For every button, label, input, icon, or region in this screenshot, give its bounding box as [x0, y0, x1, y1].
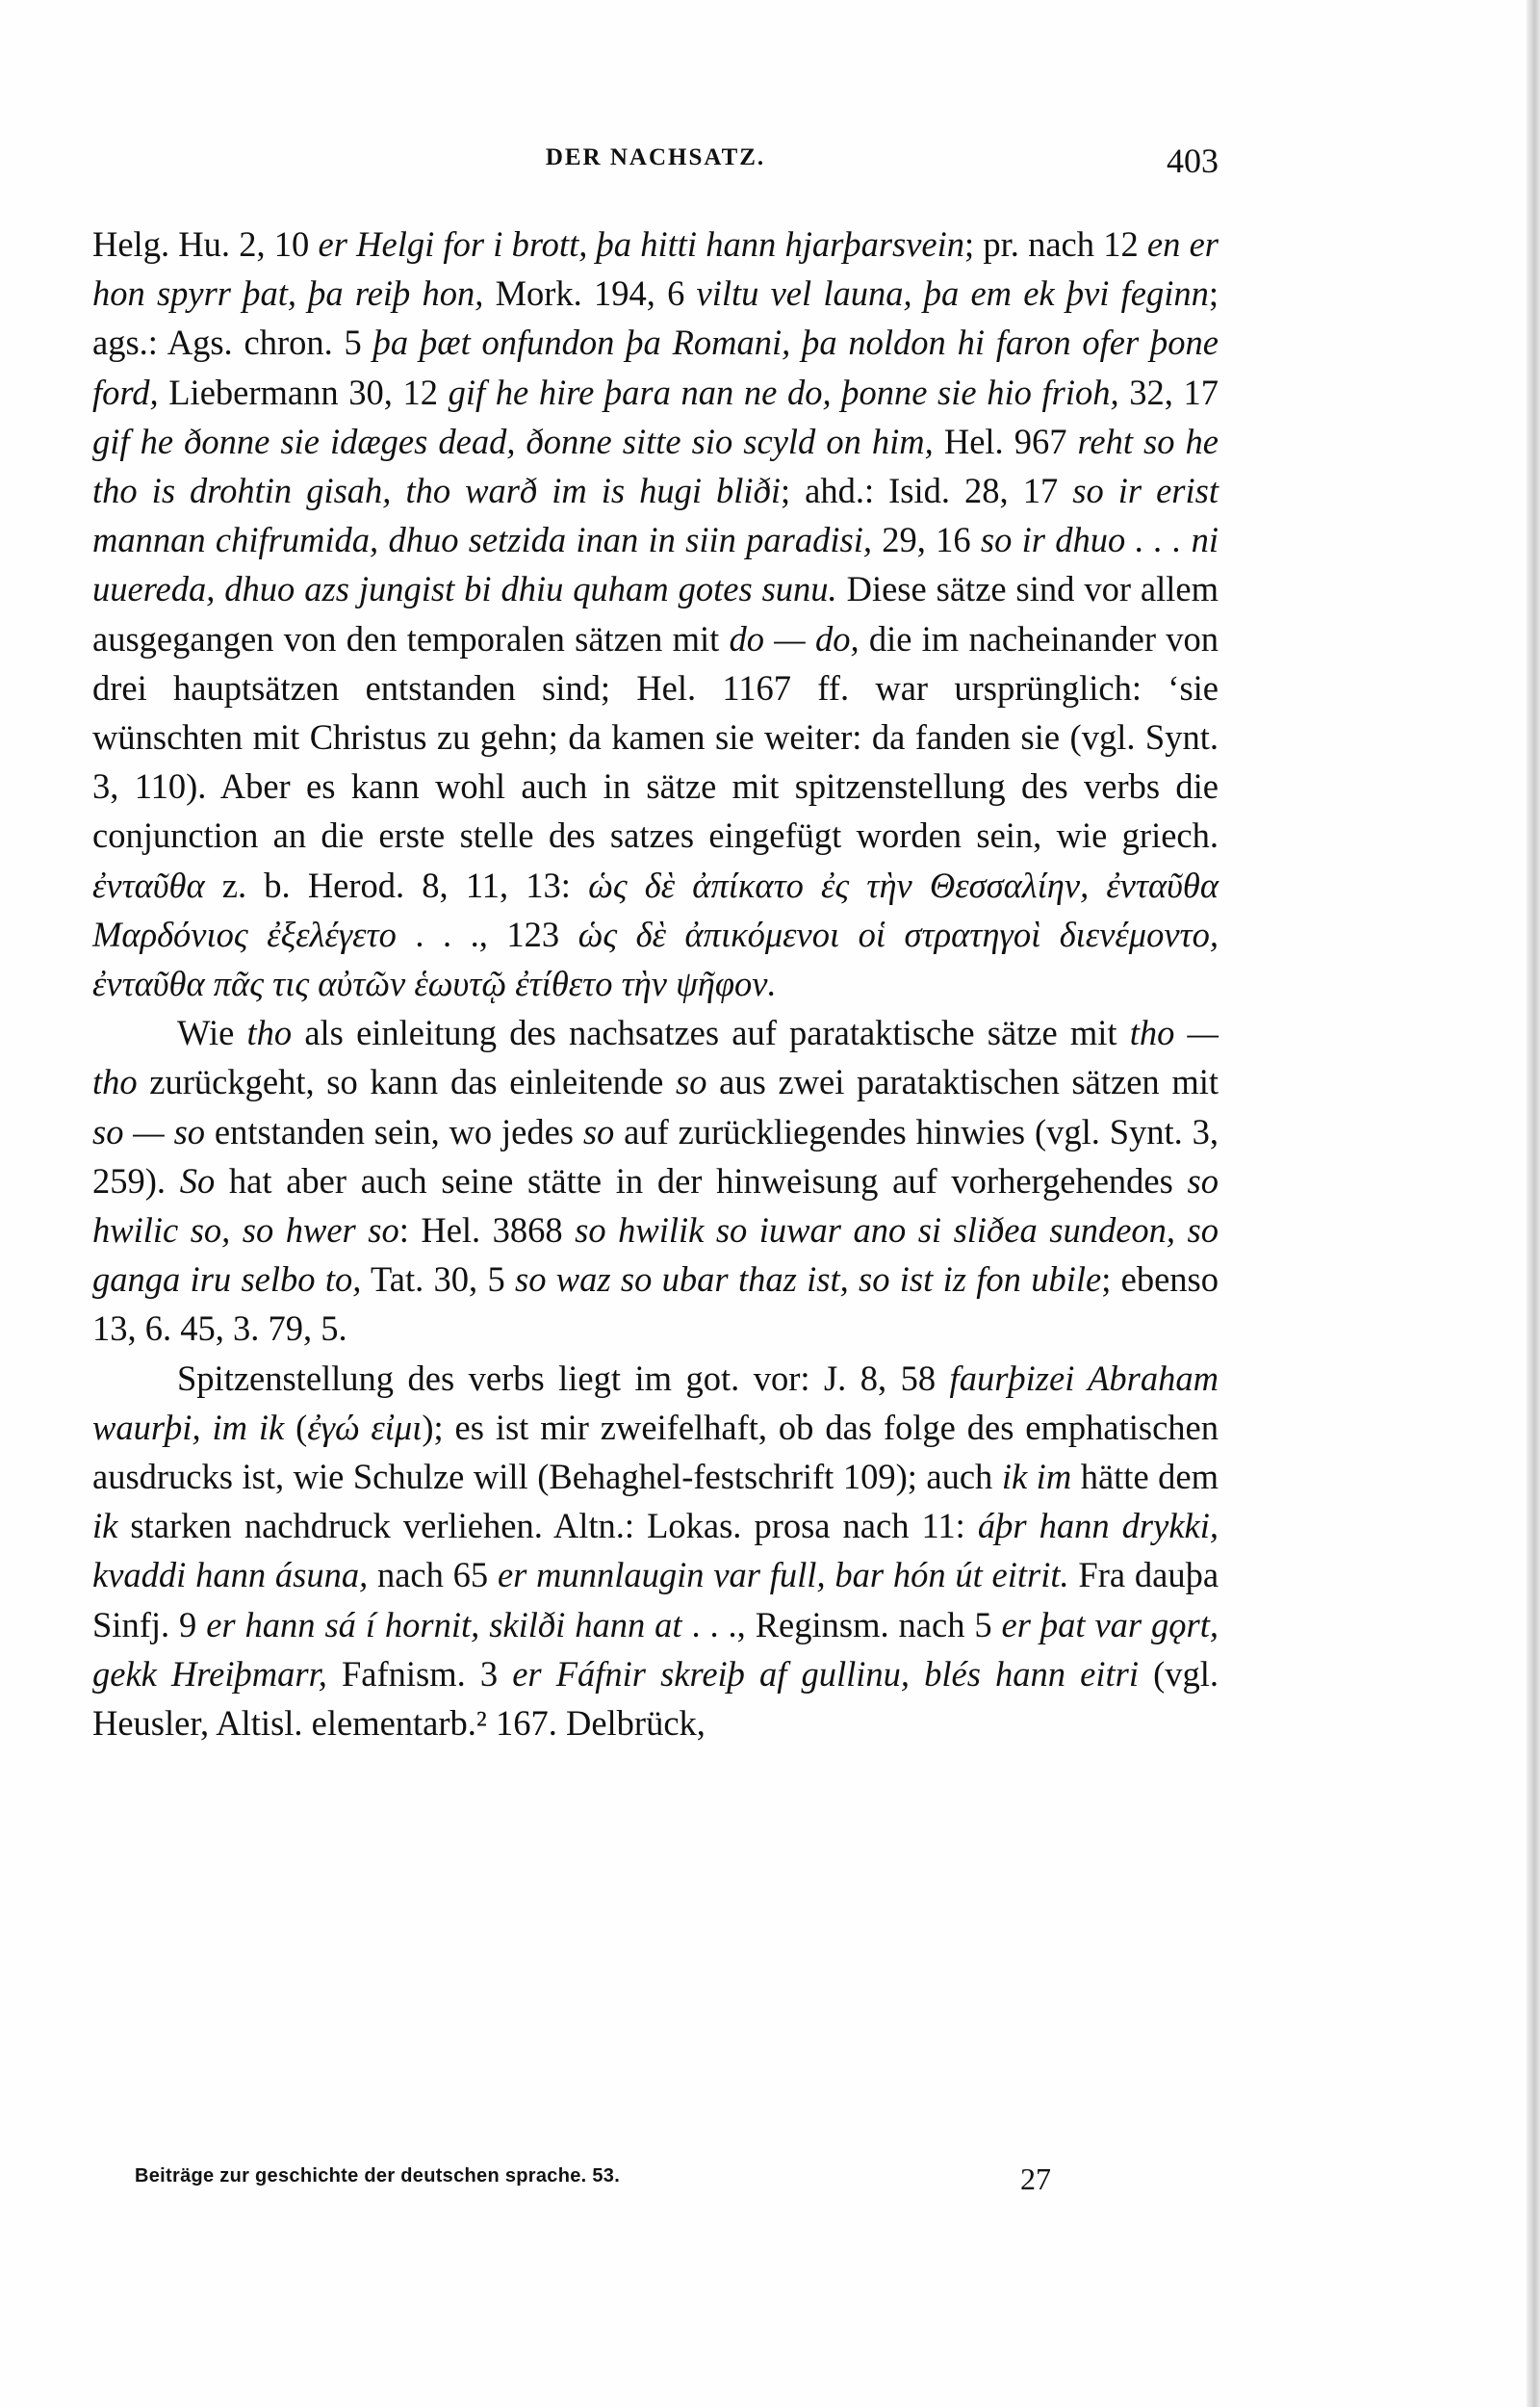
text-run: zurückgeht, so kann das einleitende	[137, 1062, 677, 1102]
text-run: . . ., 123	[396, 914, 578, 954]
italic-run: er hann sá í hornit, skilði hann at	[206, 1604, 682, 1644]
text-run: Tat. 30, 5	[361, 1259, 516, 1300]
italic-run: ἐγώ εἰμι	[307, 1407, 423, 1447]
paragraph-1	[92, 220, 1219, 1008]
italic-run: so — so	[92, 1111, 206, 1152]
text-run: 32, 17	[1118, 372, 1219, 412]
page-number: 403	[1167, 142, 1219, 180]
text-run: Hel. 967	[933, 421, 1078, 461]
text-run: Wie	[177, 1013, 247, 1053]
text-run: . . ., Reginsm. nach 5	[681, 1604, 1002, 1644]
italic-run: viltu vel launa, þa em ek þvi feginn	[696, 273, 1209, 314]
italic-run: so hwilik so iuwar ano si sliðea sundeon, so ganga iru selbo to,	[92, 1210, 1219, 1300]
italic-run: so hwilic so, so hwer so	[92, 1160, 1219, 1251]
italic-run: áþr hann drykki, kvaddi hann ásuna,	[92, 1506, 1219, 1595]
text-run: ; ags.: Ags. chron. 5	[92, 273, 1219, 363]
text-run: die im nacheinander von drei hauptsätzen entstanden sind; Hel. 1167 ff. war ursprünglich: ‘sie wünschten mit Christus zu gehn; da kamen sie weiter: da fanden sie (vgl. Synt. 3, 110). Aber es kann wohl auch in sätze mit spitzenstellung des verbs die conjunction an die erste stelle des satzes eingefügt worden sein, wie griech.	[92, 618, 1219, 856]
italic-run: ik	[92, 1506, 118, 1546]
italic-run: tho	[246, 1013, 293, 1053]
text-run: ); es ist mir zweifelhaft, ob das folge des emphatischen ausdrucks ist, wie Schulze will (Behaghel-festschrift 109); auch	[92, 1407, 1219, 1497]
text-run: Liebermann 30, 12	[158, 372, 449, 412]
italic-run: so ir erist mannan chifrumida, dhuo setzida inan in siin paradisi,	[92, 471, 1219, 560]
paragraph-2	[92, 1008, 1219, 1353]
text-run: hat aber auch seine stätte in der hinweisung auf vorhergehendes	[215, 1160, 1188, 1201]
text-run: (	[284, 1407, 308, 1447]
journal-title: Beiträge zur geschichte der deutschen sprache. 53.	[135, 2165, 621, 2187]
paragraph-3	[92, 1354, 1219, 1748]
running-head: DER NACHSATZ.	[545, 144, 766, 170]
italic-run: en er hon spyrr þat, þa reiþ hon,	[92, 224, 1219, 314]
text-run: Spitzenstellung des verbs liegt im got. vor: J. 8, 58	[177, 1358, 950, 1398]
italic-run: so waz so ubar thaz ist, so ist iz fon ubile	[515, 1259, 1102, 1300]
text-run: auf zurückliegendes hinwies (vgl. Synt. 3, 259).	[92, 1111, 1219, 1201]
page-header	[92, 144, 1219, 193]
signature-number: 27	[1020, 2161, 1051, 2196]
italic-run: ἐνταῦθα	[92, 865, 205, 905]
text-run: starken nachdruck verliehen. Altn.: Lokas. prosa nach 11:	[117, 1506, 978, 1546]
italic-run: reht so he tho is drohtin gisah, tho warð im is hugi bliði	[92, 421, 1219, 511]
italic-run: so	[676, 1062, 707, 1102]
italic-run: er Fáfnir skreiþ af gullinu, blés hann eitri	[512, 1653, 1139, 1694]
italic-run: So	[179, 1160, 216, 1201]
italic-run: so	[582, 1111, 615, 1152]
italic-run: tho — tho	[92, 1013, 1219, 1102]
italic-run: faurþizei Abraham waurþi, im ik	[92, 1358, 1219, 1447]
page-edge-shadow	[1527, 0, 1540, 2407]
italic-run: þa þæt onfundon þa Romani, þa noldon hi faron ofer þone ford,	[92, 323, 1219, 412]
italic-run: er munnlaugin var full, bar hón út eitrit.	[497, 1555, 1069, 1595]
text-run: 29, 16	[871, 520, 981, 560]
italic-run: ὡς δὲ ἀπικόμενοι οἱ στρατηγοὶ διενέμοντο, ἐνταῦθα πᾶς τις αὐτῶν ἑωυτῷ ἐτίθετο τὴν ψῆφον.	[92, 914, 1219, 1004]
text-run: : Hel. 3868	[398, 1210, 576, 1251]
text-run: Fafnism. 3	[326, 1653, 513, 1694]
italic-run: gif he ðonne sie idæges dead, ðonne sitte sio scyld on him,	[92, 421, 934, 461]
italic-run: ik im	[1001, 1457, 1072, 1497]
italic-run: so ir dhuo . . . ni uuereda, dhuo azs jungist bi dhiu quham gotes sunu.	[92, 520, 1219, 609]
text-run: aus zwei parataktischen sätzen mit	[706, 1062, 1219, 1102]
text-run: z. b. Herod. 8, 11, 13:	[204, 865, 589, 905]
text-run: Diese sätze sind vor allem ausgegangen von den temporalen sätzen mit	[92, 569, 1219, 659]
text-run: Fra dauþa Sinfj. 9	[92, 1555, 1219, 1644]
text-run: als einleitung des nachsatzes auf parataktische sätze mit	[292, 1013, 1130, 1053]
text-run: nach 65	[368, 1555, 498, 1595]
italic-run: gif he hire þara nan ne do, þonne sie hio frioh,	[448, 372, 1119, 412]
italic-run: er þat var gǫrt, gekk Hreiþmarr,	[92, 1604, 1219, 1694]
italic-run: ὡς δὲ ἀπίκατο ἐς τὴν Θεσσαλίην, ἐνταῦθα Μαρδόνιος ἐξελέγετο	[92, 865, 1219, 954]
text-run: ; ebenso 13, 6. 45, 3. 79, 5.	[92, 1259, 1219, 1349]
text-run: ; ahd.: Isid. 28, 17	[780, 471, 1073, 511]
italic-run: er Helgi for i brott, þa hitti hann hjarþarsvein	[318, 224, 965, 264]
text-run: Helg. Hu. 2, 10	[92, 224, 319, 264]
text-run: hätte dem	[1071, 1457, 1219, 1497]
page-footer	[135, 2161, 1222, 2210]
italic-run: do — do,	[729, 618, 860, 659]
text-run: entstanden sein, wo jedes	[205, 1111, 583, 1152]
text-run: (vgl. Heusler, Altisl. elementarb.² 167. Delbrück,	[92, 1653, 1219, 1744]
text-run: Mork. 194, 6	[483, 273, 697, 314]
body-text	[92, 220, 1219, 1747]
text-run: ; pr. nach 12	[964, 224, 1147, 264]
